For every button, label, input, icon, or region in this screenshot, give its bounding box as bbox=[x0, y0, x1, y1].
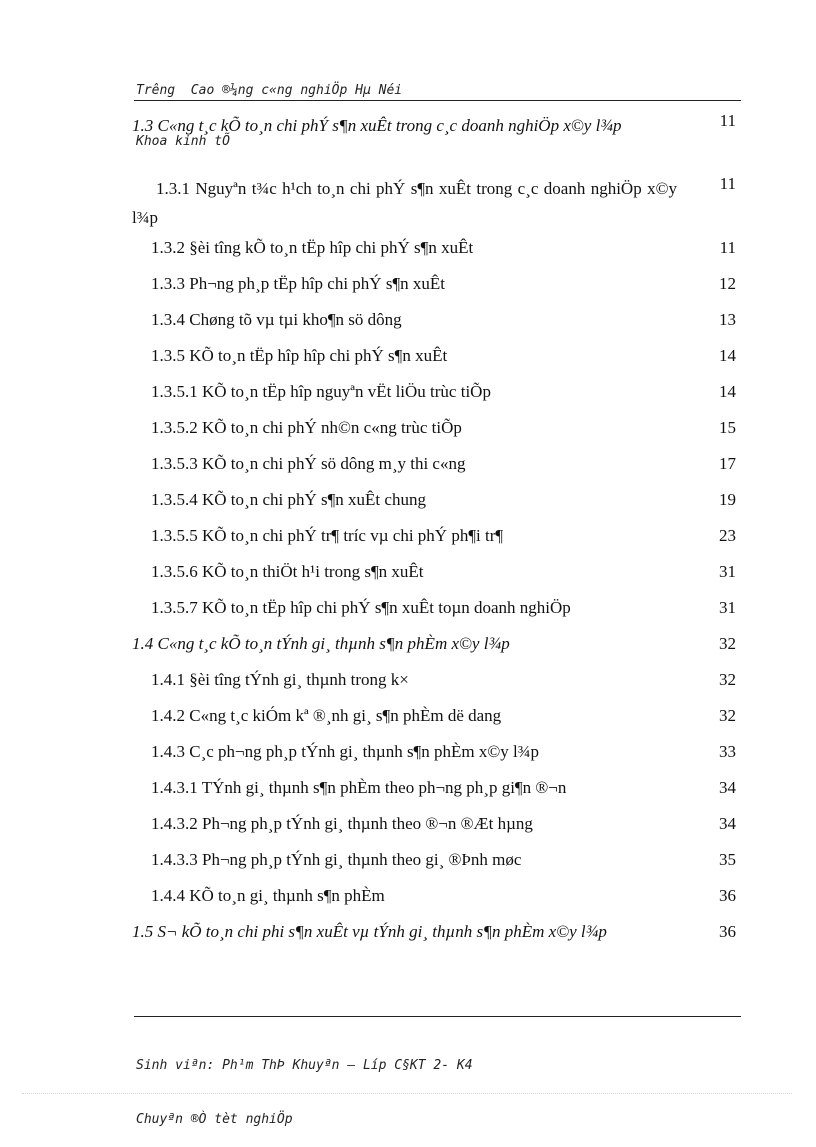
toc-entry-page: 34 bbox=[719, 814, 736, 833]
toc-entry-title: 1.4.4 KÕ to¸n gi¸ thµnh s¶n phÈm bbox=[151, 886, 385, 905]
toc-entry-page: 19 bbox=[719, 490, 736, 509]
toc-entry-page: 31 bbox=[719, 598, 736, 617]
toc-entry-page: 31 bbox=[719, 562, 736, 581]
toc-entry-title: 1.3.5.3 KÕ to¸n chi phÝ sö dông m¸y thi c«ng bbox=[151, 454, 466, 473]
toc-entry-page: 14 bbox=[719, 382, 736, 401]
header-school: Trêng Cao ®¼ng c«ng nghiÖp Hµ Néi bbox=[136, 83, 403, 98]
toc-entry-title: 1.3.5.2 KÕ to¸n chi phÝ nh©n c«ng trùc tiÕp bbox=[151, 418, 462, 437]
toc-entry-page: 36 bbox=[719, 886, 736, 905]
toc-entry-page: 11 bbox=[719, 238, 736, 257]
toc-entry-title: 1.4.3 C¸c ph¬ng ph¸p tÝnh gi¸ thµnh s¶n phÈm x©y l¾p bbox=[151, 742, 540, 761]
toc-entry-page: 36 bbox=[719, 922, 736, 941]
toc-entry-title: 1.3 C«ng t¸c kÕ to¸n chi phÝ s¶n xuÊt trong c¸c doanh nghiÖp x©y l¾p bbox=[132, 116, 622, 135]
toc-entry-title: 1.4 C«ng t¸c kÕ to¸n tÝnh gi¸ thµnh s¶n phÈm x©y l¾p bbox=[132, 634, 510, 653]
toc-entry-title: 1.3.5 KÕ to¸n tËp hîp hîp chi phÝ s¶n xuÊt bbox=[151, 346, 448, 365]
toc-entry-title: 1.3.5.4 KÕ to¸n chi phÝ s¶n xuÊt chung bbox=[151, 490, 426, 509]
toc-entry-title: 1.4.3.2 Ph¬ng ph¸p tÝnh gi¸ thµnh theo ®¬n ®Æt hµng bbox=[151, 814, 533, 833]
toc-entry-title: 1.3.5.7 KÕ to¸n tËp hîp chi phÝ s¶n xuÊt toµn doanh nghiÖp bbox=[151, 598, 571, 617]
toc-entry-page: 23 bbox=[719, 526, 736, 545]
footer-student: Sinh viªn: Ph¹m ThÞ Khuyªn – Líp C§KT 2- K4 bbox=[136, 1058, 473, 1073]
toc-entry-title: 1.4.2 C«ng t¸c kiÓm kª ®¸nh gi¸ s¶n phÈm dë dang bbox=[151, 706, 502, 725]
toc-entry-title: 1.3.5.6 KÕ to¸n thiÖt h¹i trong s¶n xuÊt bbox=[151, 562, 424, 581]
toc-entry-page: 13 bbox=[719, 310, 736, 329]
toc-entry-title: 1.3.1 Nguyªn t¾c h¹ch to¸n chi phÝ s¶n xuÊt trong c¸c doanh nghiÖp x©y l¾p bbox=[132, 179, 677, 227]
toc-entry-title: 1.3.5.5 KÕ to¸n chi phÝ tr¶ tríc vµ chi phÝ ph¶i tr¶ bbox=[151, 526, 504, 545]
toc-entry-page: 32 bbox=[719, 634, 736, 653]
footer-rule bbox=[134, 1016, 741, 1017]
toc-entry-page: 33 bbox=[719, 742, 736, 761]
toc-entry-title: 1.3.4 Chøng tõ vµ tµi kho¶n sö dông bbox=[151, 310, 402, 329]
toc-entry-page: 32 bbox=[719, 706, 736, 725]
running-header bbox=[136, 48, 402, 167]
toc-entry-title: 1.4.3.1 TÝnh gi¸ thµnh s¶n phÈm theo ph¬ng ph¸p gi¶n ®¬n bbox=[151, 778, 567, 797]
toc-entry-page: 12 bbox=[719, 274, 736, 293]
toc-entry-title: 1.5 S¬ kÕ to¸n chi phi s¶n xuÊt vµ tÝnh gi¸ thµnh s¶n phÈm x©y l¾p bbox=[132, 922, 607, 941]
toc-entry-page: 14 bbox=[719, 346, 736, 365]
toc-entry-page: 15 bbox=[719, 418, 736, 437]
toc-entry-page: 35 bbox=[719, 850, 736, 869]
toc-entry-page: 11 bbox=[719, 111, 736, 130]
running-footer bbox=[136, 1021, 473, 1147]
toc-entry-title: 1.3.2 §èi tîng kÕ to¸n tËp hîp chi phÝ s¶n xuÊt bbox=[151, 238, 474, 257]
toc-entry-title: 1.4.1 §èi tîng tÝnh gi¸ thµnh trong k× bbox=[151, 670, 409, 689]
footer-thesis: Chuyªn ®Ò tèt nghiÖp bbox=[136, 1112, 293, 1127]
toc-entry-title: 1.3.5.1 KÕ to¸n tËp hîp nguyªn vËt liÖu trùc tiÕp bbox=[151, 382, 491, 401]
page-edge-dotted-line bbox=[22, 1093, 792, 1094]
header-faculty: Khoa kinh tÕ bbox=[136, 134, 230, 149]
toc-entry-page: 32 bbox=[719, 670, 736, 689]
toc-entry-page: 17 bbox=[719, 454, 736, 473]
toc-entry-page: 34 bbox=[719, 778, 736, 797]
toc-entry-page: 11 bbox=[719, 174, 736, 193]
toc-entry-title: 1.4.3.3 Ph¬ng ph¸p tÝnh gi¸ thµnh theo gi¸ ®Þnh møc bbox=[151, 850, 522, 869]
header-rule bbox=[134, 100, 741, 101]
toc-entry-title: 1.3.3 Ph¬ng ph¸p tËp hîp chi phÝ s¶n xuÊt bbox=[151, 274, 446, 293]
